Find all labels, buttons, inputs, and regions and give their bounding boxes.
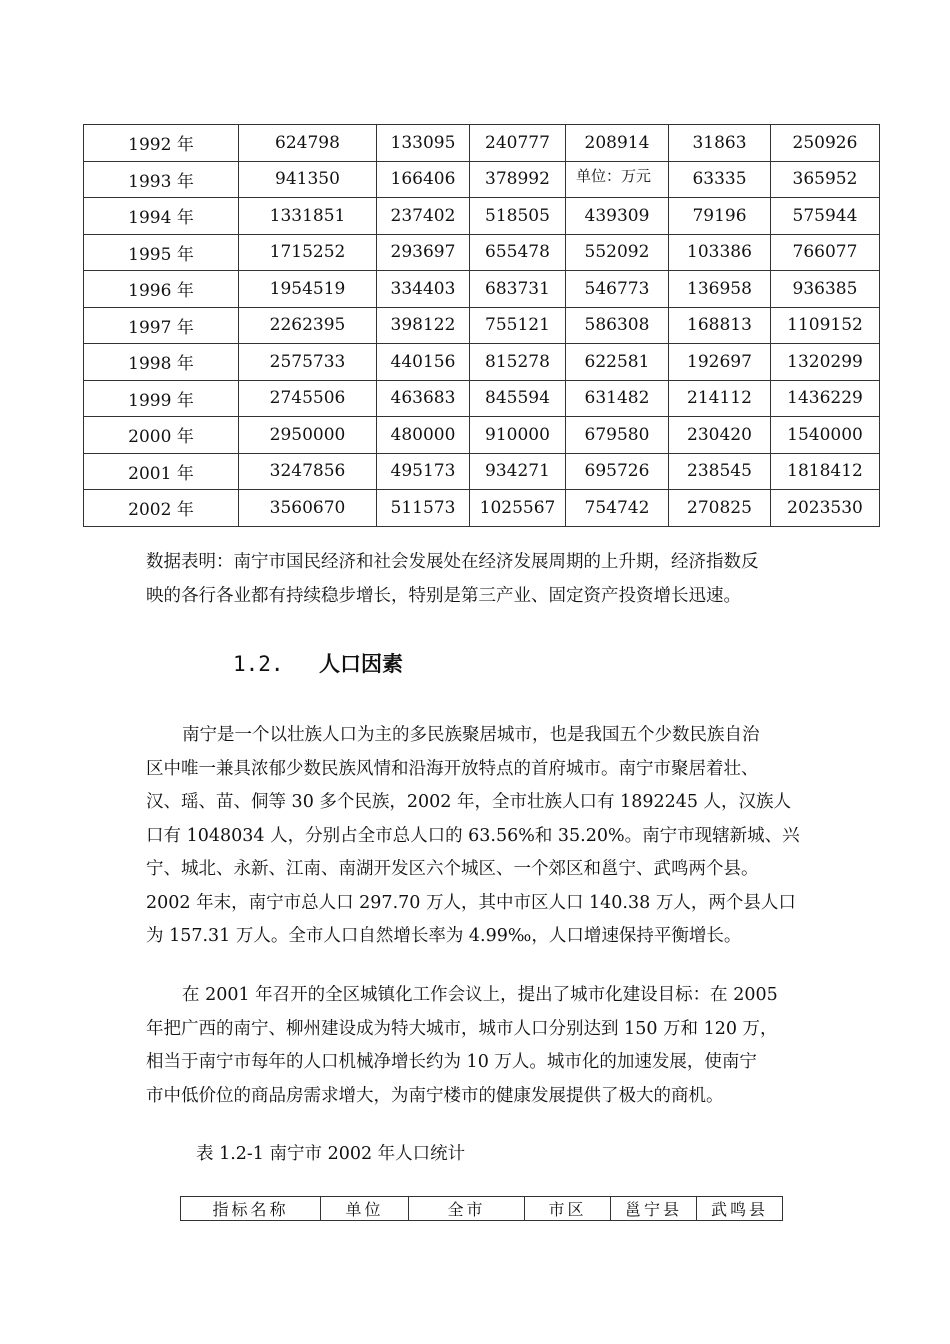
year-cell: 2002 年 xyxy=(84,490,239,527)
value-cell: 1818412 xyxy=(771,453,880,490)
value-cell: 1715252 xyxy=(239,234,377,271)
paragraph-line: 市中低价位的商品房需求增大，为南宁楼市的健康发展提供了极大的商机。 xyxy=(146,1085,724,1106)
value-cell: 754742 xyxy=(566,490,669,527)
value-cell: 439309 xyxy=(566,198,669,235)
table-row xyxy=(84,198,880,235)
table-row xyxy=(84,453,880,490)
value-cell: 398122 xyxy=(377,307,470,344)
value-cell: 480000 xyxy=(377,417,470,454)
value-cell: 136958 xyxy=(669,271,771,308)
paragraph-line: 为 157.31 万人。全市人口自然增长率为 4.99‰，人口增速保持平衡增长。 xyxy=(146,926,742,946)
header-cell: 邕宁县 xyxy=(611,1197,697,1221)
paragraph-line: 汉、瑶、苗、侗等 30 多个民族，2002 年，全市壮族人口有 1892245 人，汉族人 xyxy=(146,792,792,812)
value-cell: 192697 xyxy=(669,344,771,381)
value-cell: 166406 xyxy=(377,161,470,198)
value-cell: 766077 xyxy=(771,234,880,271)
table-row xyxy=(84,344,880,381)
year-cell: 1994 年 xyxy=(84,198,239,235)
paragraph-line: 2002 年末，南宁市总人口 297.70 万人，其中市区人口 140.38 万人，两个县人口 xyxy=(146,892,796,913)
value-cell: 133095 xyxy=(377,125,470,162)
value-cell: 293697 xyxy=(377,234,470,271)
value-cell: 31863 xyxy=(669,125,771,162)
value-cell: 230420 xyxy=(669,417,771,454)
table-row xyxy=(84,307,880,344)
data-note-line: 映的各行各业都有持续稳步增长，特别是第三产业、固定资产投资增长迅速。 xyxy=(146,585,741,606)
value-cell: 168813 xyxy=(669,307,771,344)
value-cell: 2575733 xyxy=(239,344,377,381)
table-row xyxy=(84,234,880,271)
value-cell: 79196 xyxy=(669,198,771,235)
value-cell: 208914 xyxy=(566,125,669,162)
paragraph-line: 区中唯一兼具浓郁少数民族风情和沿海开放特点的首府城市。南宁市聚居着壮、 xyxy=(146,758,759,779)
value-cell: 1436229 xyxy=(771,380,880,417)
value-cell: 440156 xyxy=(377,344,470,381)
header-cell: 指标名称 xyxy=(181,1197,321,1221)
value-cell: 365952 xyxy=(771,161,880,198)
value-cell: 934271 xyxy=(470,453,566,490)
data-note-paragraph xyxy=(146,546,846,613)
value-cell: 3560670 xyxy=(239,490,377,527)
paragraph-line: 南宁是一个以壮族人口为主的多民族聚居城市，也是我国五个少数民族自治 xyxy=(182,725,760,745)
unit-note: 单位：万元 xyxy=(572,163,655,188)
value-cell: 755121 xyxy=(470,307,566,344)
table-caption: 表 1.2-1 南宁市 2002 年人口统计 xyxy=(196,1144,466,1164)
year-cell: 2000 年 xyxy=(84,417,239,454)
value-cell: 1954519 xyxy=(239,271,377,308)
value-cell: 655478 xyxy=(470,234,566,271)
value-cell: 63335 xyxy=(669,161,771,198)
table-row xyxy=(84,417,880,454)
value-cell: 270825 xyxy=(669,490,771,527)
value-cell: 910000 xyxy=(470,417,566,454)
value-cell: 936385 xyxy=(771,271,880,308)
value-cell: 250926 xyxy=(771,125,880,162)
table-row xyxy=(84,161,880,198)
paragraph-line: 口有 1048034 人，分别占全市总人口的 63.56%和 35.20%。南宁市现辖新城、兴 xyxy=(146,825,800,846)
value-cell: 679580 xyxy=(566,417,669,454)
value-cell: 378992 xyxy=(470,161,566,198)
year-cell: 1998 年 xyxy=(84,344,239,381)
value-cell: 334403 xyxy=(377,271,470,308)
value-cell: 3247856 xyxy=(239,453,377,490)
section-title: 人口因素 xyxy=(319,652,403,676)
value-cell: 103386 xyxy=(669,234,771,271)
section-heading xyxy=(233,648,403,678)
paragraph-line: 年把广西的南宁、柳州建设成为特大城市，城市人口分别达到 150 万和 120 万， xyxy=(146,1018,778,1039)
population-paragraph xyxy=(146,719,836,954)
population-table-header-row xyxy=(181,1197,783,1221)
value-cell: 552092 xyxy=(566,234,669,271)
year-cell: 1993 年 xyxy=(84,161,239,198)
value-cell: 237402 xyxy=(377,198,470,235)
value-cell: 546773 xyxy=(566,271,669,308)
value-cell: 695726 xyxy=(566,453,669,490)
value-cell: 815278 xyxy=(470,344,566,381)
value-cell: 2262395 xyxy=(239,307,377,344)
value-cell: 238545 xyxy=(669,453,771,490)
value-cell: 2745506 xyxy=(239,380,377,417)
year-cell: 1996 年 xyxy=(84,271,239,308)
paragraph-line: 在 2001 年召开的全区城镇化工作会议上，提出了城市化建设目标：在 2005 xyxy=(182,985,778,1005)
year-cell: 1995 年 xyxy=(84,234,239,271)
section-number: 1.2. xyxy=(233,652,284,676)
year-cell: 1997 年 xyxy=(84,307,239,344)
value-cell: 622581 xyxy=(566,344,669,381)
value-cell: 1025567 xyxy=(470,490,566,527)
economic-data-table xyxy=(83,124,880,527)
value-cell: 518505 xyxy=(470,198,566,235)
urbanization-paragraph xyxy=(146,979,836,1113)
value-cell: 586308 xyxy=(566,307,669,344)
header-cell: 全市 xyxy=(409,1197,525,1221)
header-cell: 市区 xyxy=(525,1197,611,1221)
table-row xyxy=(84,271,880,308)
header-cell: 单位 xyxy=(321,1197,409,1221)
paragraph-line: 宁、城北、永新、江南、南湖开发区六个城区、一个郊区和邕宁、武鸣两个县。 xyxy=(146,859,759,879)
header-cell: 武鸣县 xyxy=(697,1197,783,1221)
value-cell: 845594 xyxy=(470,380,566,417)
value-cell: 495173 xyxy=(377,453,470,490)
value-cell: 631482 xyxy=(566,380,669,417)
value-cell: 1331851 xyxy=(239,198,377,235)
value-cell: 2023530 xyxy=(771,490,880,527)
value-cell: 240777 xyxy=(470,125,566,162)
year-cell: 2001 年 xyxy=(84,453,239,490)
value-cell: 624798 xyxy=(239,125,377,162)
table-row xyxy=(84,380,880,417)
paragraph-line: 相当于南宁市每年的人口机械净增长约为 10 万人。城市化的加速发展，使南宁 xyxy=(146,1052,757,1072)
value-cell: 1320299 xyxy=(771,344,880,381)
value-cell: 575944 xyxy=(771,198,880,235)
value-cell: 2950000 xyxy=(239,417,377,454)
value-cell: 463683 xyxy=(377,380,470,417)
table-row xyxy=(84,490,880,527)
value-cell: 683731 xyxy=(470,271,566,308)
value-cell: 941350 xyxy=(239,161,377,198)
economic-table-body xyxy=(84,125,880,527)
table-row xyxy=(84,125,880,162)
value-cell: 214112 xyxy=(669,380,771,417)
value-cell: 1109152 xyxy=(771,307,880,344)
value-cell: 1540000 xyxy=(771,417,880,454)
population-table xyxy=(180,1196,783,1221)
year-cell: 1992 年 xyxy=(84,125,239,162)
value-cell: 511573 xyxy=(377,490,470,527)
year-cell: 1999 年 xyxy=(84,380,239,417)
data-note-line: 数据表明：南宁市国民经济和社会发展处在经济发展周期的上升期，经济指数反 xyxy=(146,552,759,572)
